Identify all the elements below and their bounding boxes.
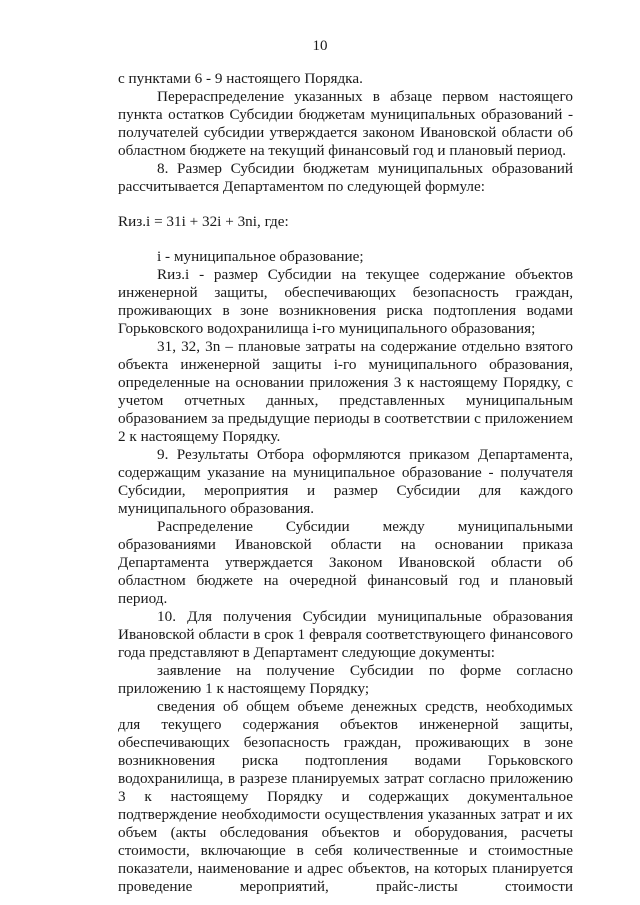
paragraph-item-10: 10. Для получения Субсидии муниципальные образования Ивановской области в срок 1 февраля соответствующего финансового года представляют в Департамент следующие документы: (118, 608, 573, 661)
formula-definition-costs: 31, 32, 3n – плановые затраты на содержание отдельно взятого объекта инженерной защиты i-го муниципального образования, определенные на основании приложения 3 к настоящему Порядку, с учетом отчетных данных, представленных муниципальным образованием за предыдущие периоды в соответствии с приложением 2 к настоящему Порядку. (118, 338, 573, 445)
page-number: 10 (312, 38, 328, 54)
subsidy-formula: Rиз.i = 31i + 32i + 3ni, где: (118, 213, 289, 230)
paragraph-information: сведения об общем объеме денежных средств, необходимых для текущего содержания объектов инженерной защиты, обеспечивающих безопасность граждан, проживающих в зоне возникновения риска подтопления водами Горьковского водохранилища, в разрезе планируемых затрат согласно приложению 3 к настоящему Порядку и содержащих документальное подтверждение необходимости осуществления указанных затрат и их объем (акты обследования объектов и оборудования, расчеты стоимости, включающие в себя количественные и стоимостные показатели, наименование и адрес объектов, на которых планируется проведение мероприятий, прайс-листы стоимости (118, 698, 573, 895)
paragraph-continuation: с пунктами 6 - 9 настоящего Порядка. (118, 70, 363, 87)
document-body (118, 70, 573, 896)
paragraph-item-8: 8. Размер Субсидии бюджетам муниципальных образований рассчитывается Департаментом по следующей формуле: (118, 160, 573, 195)
formula-definition-r: Rиз.i - размер Субсидии на текущее содержание объектов инженерной защиты, обеспечивающих безопасность граждан, проживающих в зоне возникновения риска подтопления водами Горьковского водохранилища i-го муниципального образования; (118, 266, 573, 337)
paragraph-application: заявление на получение Субсидии по форме согласно приложению 1 к настоящему Порядку; (118, 662, 573, 697)
paragraph-redistribution: Перераспределение указанных в абзаце первом настоящего пункта остатков Субсидии бюджетам муниципальных образований - получателей субсидии утверждается законом Ивановской области об областном бюджете на текущий финансовый год и плановый период. (118, 88, 573, 159)
paragraph-distribution: Распределение Субсидии между муниципальными образованиями Ивановской области на основании приказа Департамента утверждается Законом Ивановской области об областном бюджете на очередной финансовый год и плановый период. (118, 518, 573, 607)
formula-definition-i: i - муниципальное образование; (157, 248, 364, 265)
paragraph-item-9: 9. Результаты Отбора оформляются приказом Департамента, содержащим указание на муниципальное образование - получателя Субсидии, мероприятия и размер Субсидии для каждого муниципального образования. (118, 446, 573, 517)
